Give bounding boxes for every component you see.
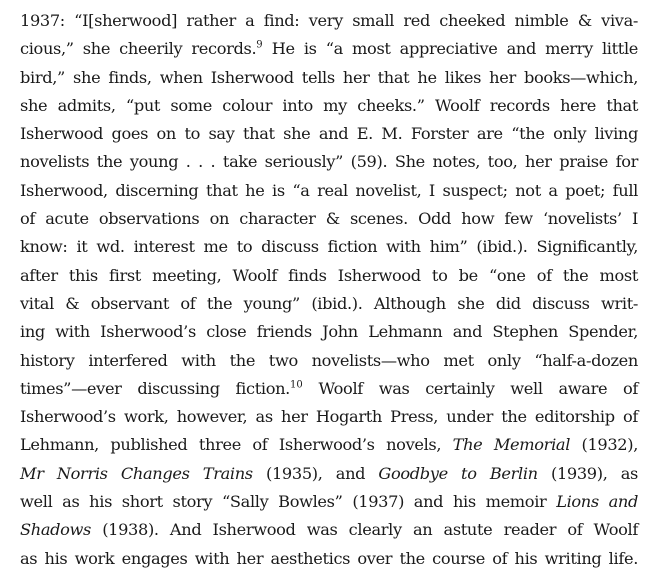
- text-segment: (1939), as: [537, 463, 638, 483]
- text-line: Isherwood’s work, however, as her Hogarth Press, under the editorship of: [20, 407, 638, 427]
- text-line: vital & observant of the young” (ibid.). Although she did discuss writ-: [20, 293, 638, 313]
- text-line: [20, 488, 638, 516]
- text-line: 1937: “I[sherwood] rather a find: very small red cheeked nimble & viva-: [20, 11, 638, 30]
- text-line: [20, 35, 638, 63]
- text-segment: well as his short story “Sally Bowles” (1937) and his memoir: [20, 492, 557, 512]
- book-title: Mr Norris Changes Trains: [20, 463, 253, 483]
- book-title: Lions and: [556, 492, 638, 512]
- text-line: know: it wd. interest me to discuss fiction with him” (ibid.). Significantly,: [20, 237, 638, 257]
- footnote-marker: 9: [256, 39, 263, 51]
- text-segment: (1935), and: [252, 463, 379, 483]
- text-line: [20, 375, 638, 403]
- text-segment: (1932),: [570, 435, 639, 455]
- text-segment: Woolf was certainly well aware of: [302, 378, 638, 398]
- text-line: Isherwood, discerning that he is “a real novelist, I suspect; not a poet; full: [20, 180, 638, 200]
- text-segment: (1938). And Isherwood was clearly an astute reader of Woolf: [91, 520, 638, 540]
- book-title: Shadows: [20, 520, 91, 540]
- text-segment: He is “a most appreciative and merry little: [262, 39, 638, 59]
- book-title: Goodbye to Berlin: [378, 463, 538, 483]
- book-title: The Memorial: [452, 435, 571, 455]
- text-line: of acute observations on character & scenes. Odd how few ‘novelists’ I: [20, 209, 638, 229]
- footnote-marker: 10: [289, 379, 303, 391]
- text-segment: Lehmann, published three of Isherwood’s novels,: [20, 435, 453, 455]
- text-line: Isherwood goes on to say that she and E. M. Forster are “the only living: [20, 124, 638, 144]
- text-line: she admits, “put some colour into my cheeks.” Woolf records here that: [20, 95, 638, 115]
- body-paragraph: [20, 7, 638, 573]
- text-line: as his work engages with her aesthetics over the course of his writing life.: [20, 548, 638, 568]
- text-line: after this first meeting, Woolf finds Isherwood to be “one of the most: [20, 265, 638, 285]
- text-line: [20, 431, 638, 459]
- text-line: [20, 460, 638, 488]
- text-segment: cious,” she cheerily records.: [20, 39, 257, 59]
- text-line: bird,” she finds, when Isherwood tells her that he likes her books—which,: [20, 67, 638, 87]
- text-line: ing with Isherwood’s close friends John Lehmann and Stephen Spender,: [20, 322, 638, 342]
- text-line: [20, 516, 638, 544]
- text-line: history interfered with the two novelists—who met only “half-a-dozen: [20, 350, 638, 370]
- text-line: novelists the young . . . take seriously” (59). She notes, too, her praise for: [20, 152, 638, 172]
- text-segment: times”—ever discussing fiction.: [20, 378, 290, 398]
